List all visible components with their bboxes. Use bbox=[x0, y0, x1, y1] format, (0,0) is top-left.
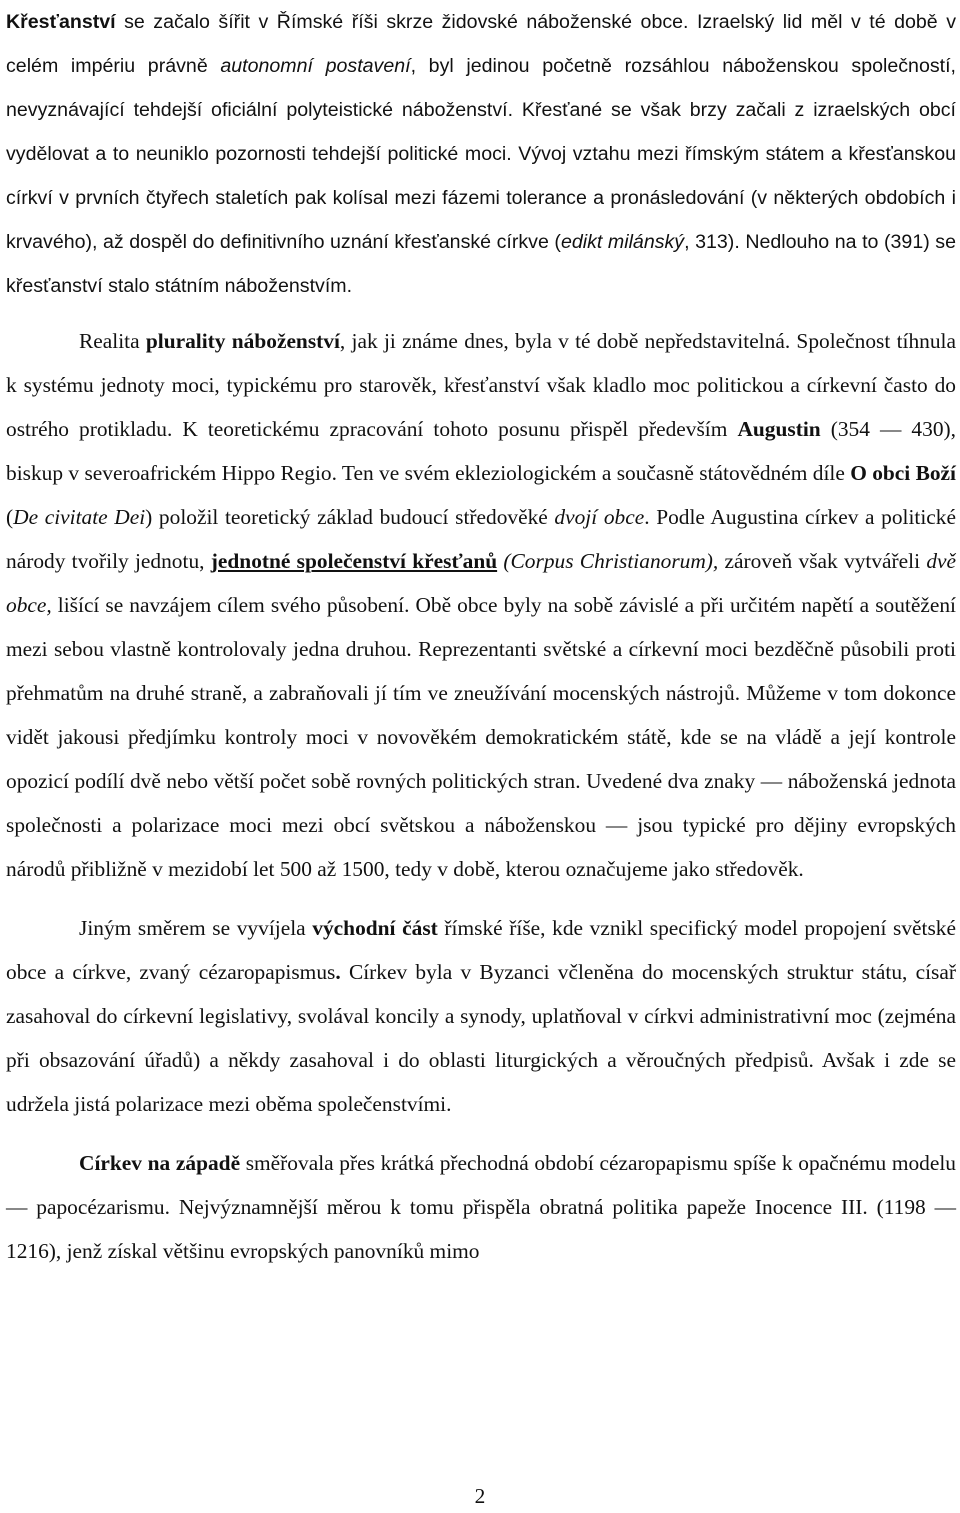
text-segment: (Corpus Christianorum), bbox=[503, 549, 719, 573]
paragraph-religious-plurality bbox=[6, 319, 956, 891]
text-segment: Jiným směrem se vyvíjela bbox=[79, 916, 313, 940]
text-segment: Křesťanství bbox=[6, 11, 116, 33]
text-segment: plurality náboženství bbox=[145, 329, 340, 353]
document-page bbox=[6, 0, 956, 1273]
text-segment: východní část bbox=[312, 916, 438, 940]
text-segment: , 313). Nedlouho na to (391) se křesťanství stalo státním náboženstvím. bbox=[6, 231, 956, 297]
text-segment: autonomní postavení bbox=[220, 55, 411, 77]
text-segment: , byl jedinou početně rozsáhlou náboženskou společností, nevyznávající tehdejší oficiální polyteistické náboženství. Křesťané se však brzy začali z izraelských obcí vydělovat a to neuniklo pozornosti tehdejší politické moci. Vývoj vztahu mezi římským státem a křesťanskou církví v prvních čtyřech staletích pak kolísal mezi fázemi tolerance a pronásledování (v některých obdobích i krvavého), až dospěl do definitivního uznání křesťanské církve ( bbox=[6, 55, 956, 253]
text-segment: , jak ji známe dnes, byla v té době nepředstavitelná. Společnost tíhnula k systému jednoty moci, typickému pro starověk, křesťanství však kladlo moc politickou a církevní často do ostrého protikladu. K teoretickému zpracování tohoto posunu přispěl především bbox=[6, 329, 956, 441]
text-segment: O obci Boží bbox=[850, 461, 956, 485]
text-segment: edikt milánský bbox=[560, 231, 685, 253]
paragraph-western-church bbox=[6, 1141, 956, 1273]
text-segment: Augustin bbox=[737, 417, 821, 441]
text-segment: ( bbox=[6, 505, 14, 529]
text-segment: Církev byla v Byzanci včleněna do mocenských struktur státu, císař zasahoval do církevní legislativy, svolával koncily a synody, uplatňoval v církvi administrativní moc (zejména při obsazování úřadů) a někdy zasahoval i do oblasti liturgických a věroučných předpisů. Avšak i zde se udržela jistá polarizace mezi oběma společenstvími. bbox=[6, 960, 956, 1116]
text-segment: Církev na západě bbox=[79, 1151, 241, 1175]
text-segment: se začalo šířit v Římské říši skrze židovské náboženské obce. Izraelský lid měl v té době v celém impériu právně bbox=[6, 11, 956, 77]
paragraph-eastern-empire bbox=[6, 906, 956, 1126]
text-segment: směřovala přes krátká přechodná období cézaropapismu spíše k opačnému modelu ― papocézarismu. Nejvýznamnější měrou k tomu přispěla obratná politika papeže Inocence III. (1198 ― 1216), jenž získal většinu evropských panovníků mimo bbox=[6, 1151, 956, 1263]
text-segment: jednotné společenství křesťanů bbox=[210, 549, 498, 573]
text-segment: lišící se navzájem cílem svého působení. Obě obce byly na sobě závislé a při určitém napětí a soutěžení mezi sebou vlastně kontrolovaly jedna druhou. Reprezentanti světské a církevní moci bezděčně působili proti přehmatům na druhé straně, a zabraňovali jí tím ve zneužívání mocenských nástrojů. Můžeme v tom dokonce vidět jakousi předjímku kontroly moci v novověkém demokratickém státě, kde se na vládě a její kontrole opozicí podílí dvě nebo větší počet sobě rovných politických stran. Uvedené dva znaky ― náboženská jednota společnosti a polarizace moci mezi obcí světskou a náboženskou ― jsou typické pro dějiny evropských národů přibližně v mezidobí let 500 až 1500, tedy v době, kterou označujeme jako středověk. bbox=[6, 593, 956, 881]
text-segment: římské říše, kde vznikl specifický model propojení světské obce a církve, zvaný cézaropapismus bbox=[6, 916, 957, 984]
text-segment: Realita bbox=[79, 329, 146, 353]
text-segment: . bbox=[335, 960, 341, 984]
text-segment: zároveň však vytvářeli bbox=[718, 549, 927, 573]
paragraph-christianity-spread bbox=[6, 0, 956, 308]
text-segment: ) položil teoretický základ budoucí středověké bbox=[145, 505, 555, 529]
text-segment: dvě obce, bbox=[6, 549, 956, 617]
text-segment: De civitate Dei bbox=[13, 505, 146, 529]
page-number: 2 bbox=[474, 1484, 486, 1508]
text-segment: dvojí obce bbox=[554, 505, 645, 529]
text-segment: . Podle Augustina církev a politické národy tvořily jednotu, bbox=[6, 505, 956, 573]
text-segment: (354 ― 430), biskup v severoafrickém Hippo Regio. Ten ve svém ekleziologickém a současně státovědném díle bbox=[6, 417, 956, 485]
